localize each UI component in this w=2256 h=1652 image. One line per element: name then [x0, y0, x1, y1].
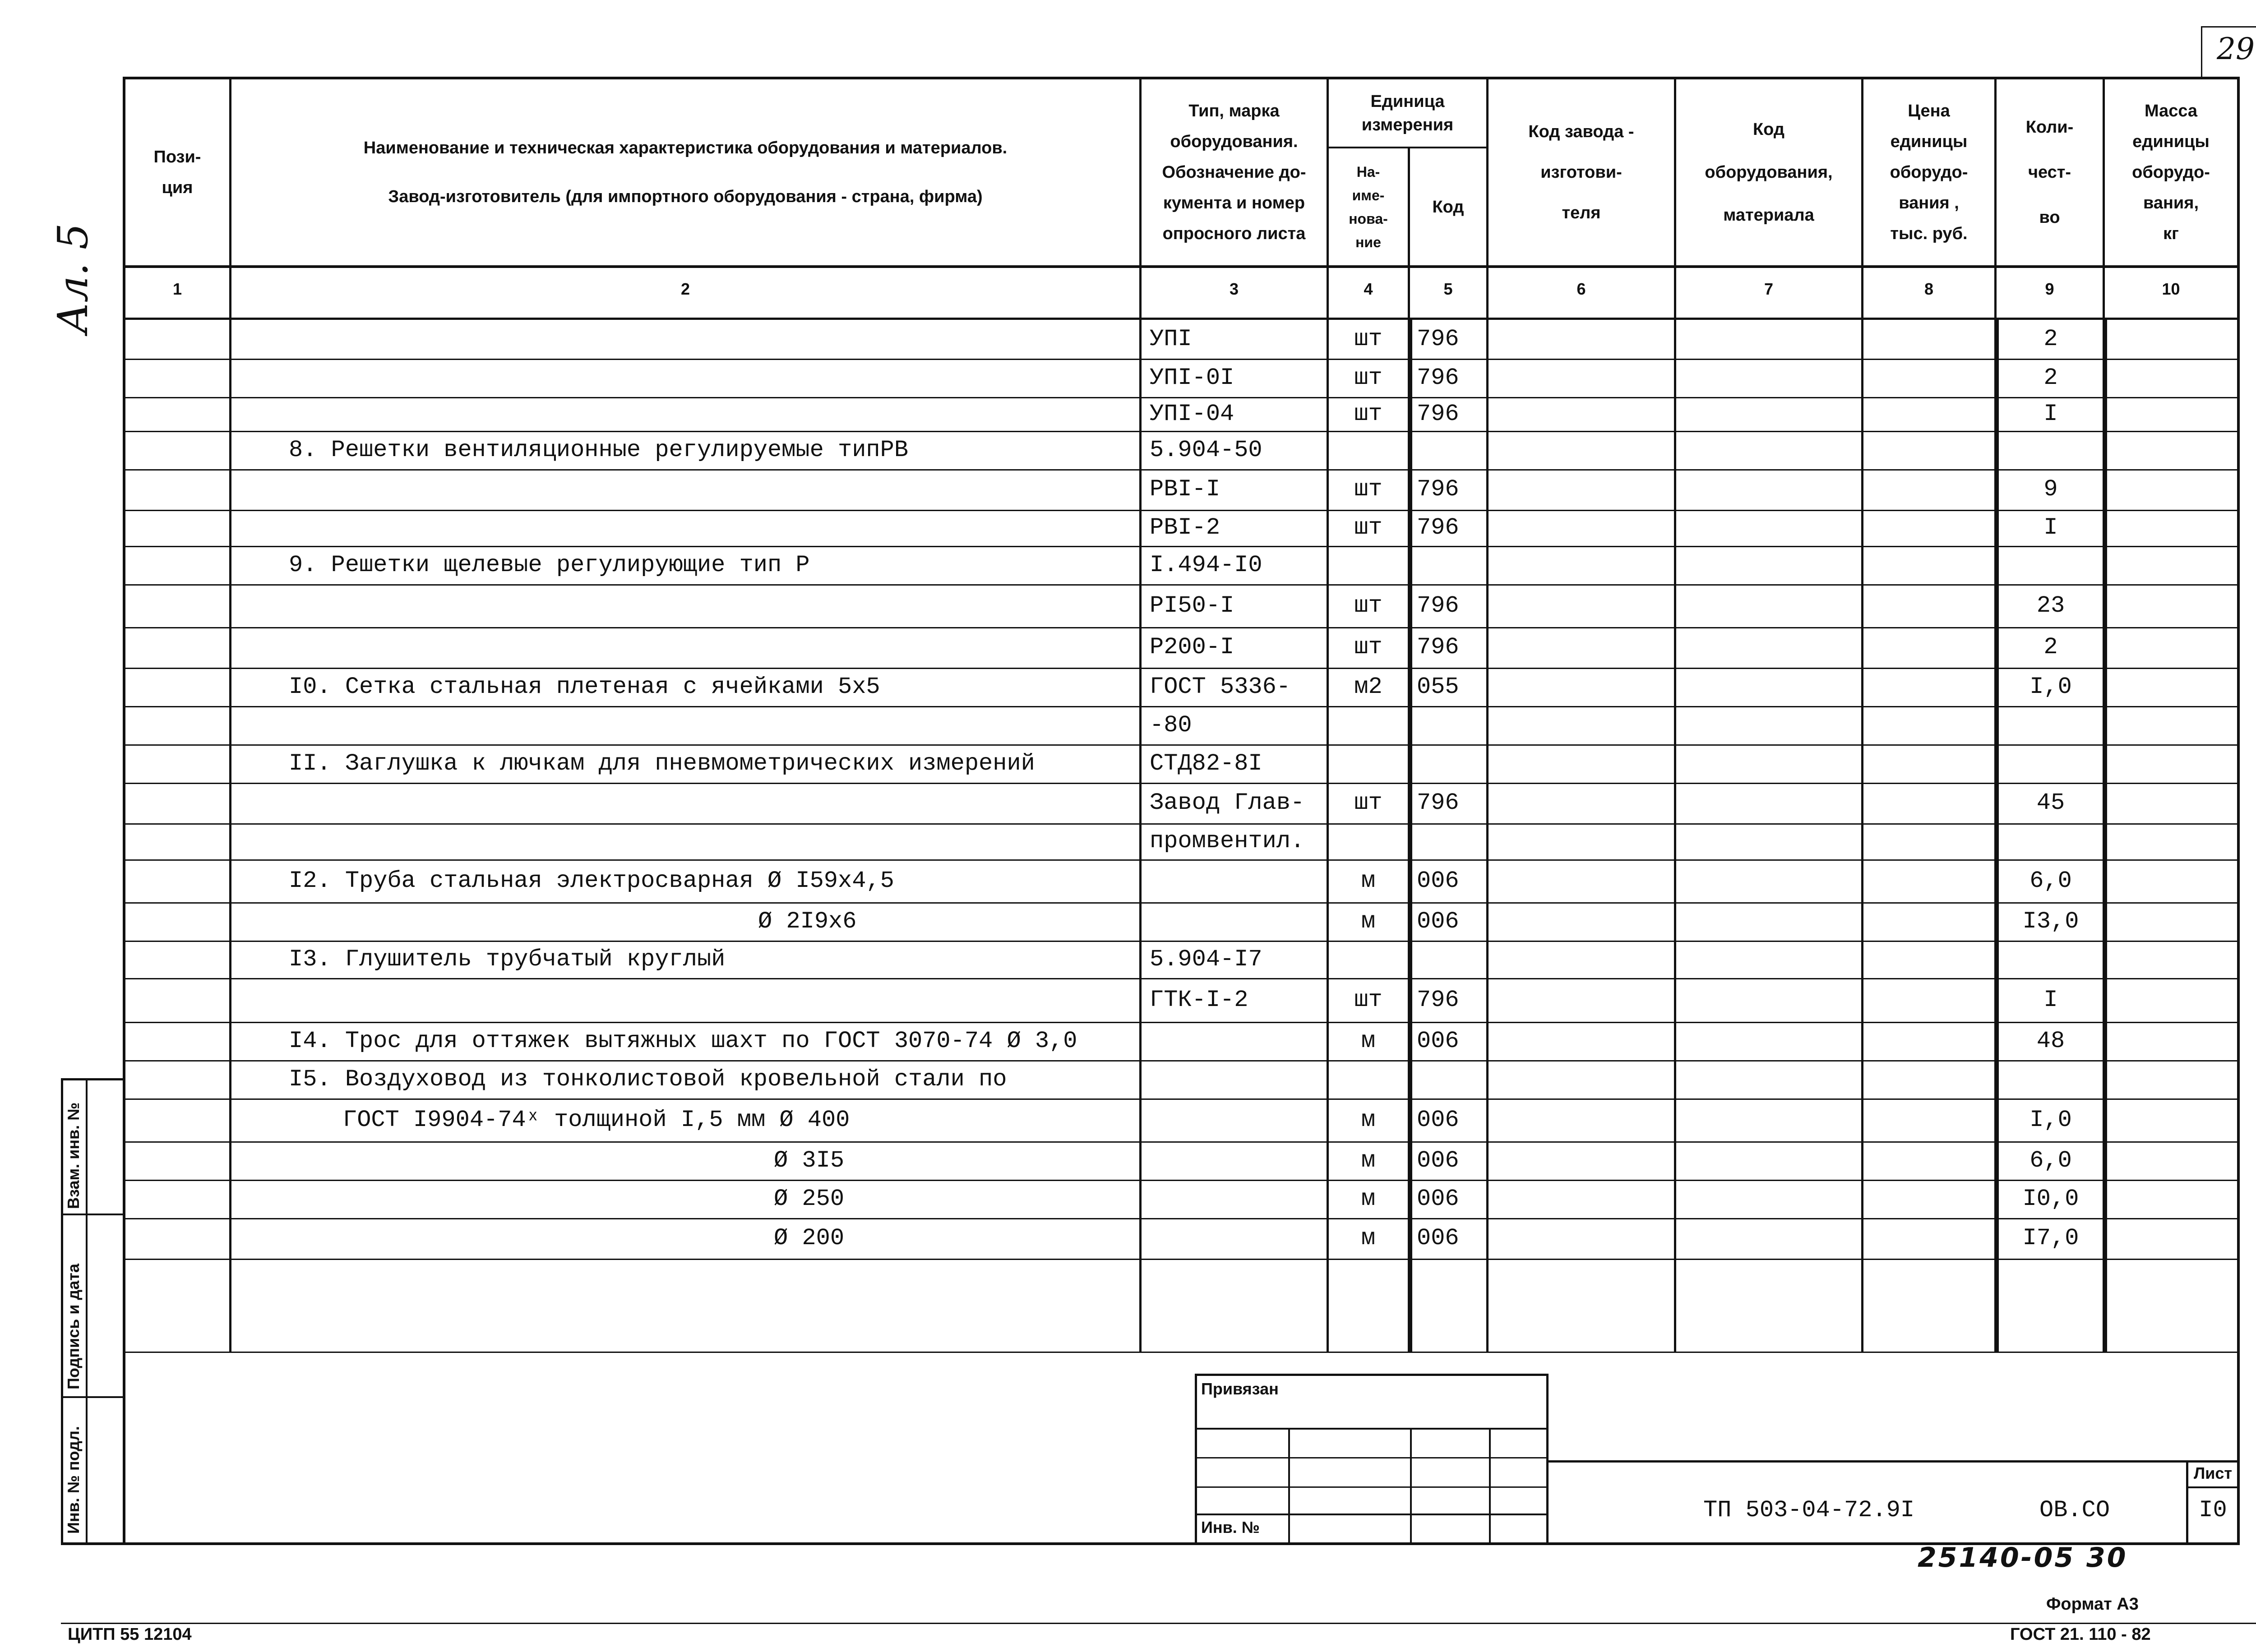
row-qty: I: [2043, 400, 2058, 427]
row-code: 055: [1417, 673, 1459, 700]
row-type: РВI-I: [1150, 476, 1220, 503]
row-qty: 23: [2036, 592, 2065, 619]
row-qty: 45: [2036, 789, 2065, 816]
col-number: 3: [1229, 280, 1239, 298]
header-unit-group: Единица измерения: [1361, 92, 1454, 134]
row-unit: шт: [1354, 592, 1382, 619]
row-unit: шт: [1354, 326, 1382, 352]
footer-left: ЦИТП 55 12104: [68, 1625, 192, 1644]
row-unit: шт: [1354, 400, 1382, 427]
row-unit: м: [1361, 867, 1376, 894]
row-code: 006: [1417, 1027, 1459, 1054]
row-qty: I0,0: [2022, 1185, 2079, 1212]
col-number: 8: [1924, 280, 1934, 298]
row-unit: м: [1361, 1225, 1376, 1251]
row-code: 796: [1417, 514, 1459, 541]
row-code: 796: [1417, 789, 1459, 816]
row-unit: м2: [1354, 673, 1382, 700]
row-name: Ø 250: [774, 1185, 845, 1212]
row-unit: м: [1361, 1147, 1376, 1174]
header-name-line2: Завод-изготовитель (для импортного оборудования - страна, фирма): [388, 187, 983, 206]
row-qty: I,0: [2029, 1106, 2072, 1133]
row-unit: шт: [1354, 476, 1382, 503]
row-qty: 2: [2043, 634, 2058, 660]
row-name: I3. Глушитель трубчатый круглый: [289, 946, 726, 973]
col-number: 4: [1364, 280, 1373, 298]
row-type: ГОСТ 5336-: [1150, 673, 1291, 700]
frame-right: [2237, 77, 2240, 1545]
row-unit: шт: [1354, 634, 1382, 660]
header-type: Тип, марка оборудования. Обозначение до- кумента и номер опросного листа: [1162, 102, 1306, 243]
row-code: 796: [1417, 400, 1459, 427]
header-factory-code: Код завода - изготови- теля: [1528, 122, 1634, 222]
row-type: УПI-04: [1150, 400, 1234, 427]
row-name: ГОСТ I9904-74ˣ толщиной I,5 мм Ø 400: [343, 1106, 850, 1133]
row-code: 796: [1417, 986, 1459, 1013]
row-type: промвентил.: [1150, 828, 1305, 854]
sheet-corner-number: 29: [2217, 32, 2255, 66]
stamp-sheet-label: Лист: [2193, 1464, 2233, 1482]
row-type: УПI-0I: [1150, 364, 1234, 391]
stamp-inv-no: Инв. №: [1201, 1518, 1260, 1537]
row-unit: м: [1361, 1106, 1376, 1133]
stamp-doc-code: ТП 503-04-72.9I: [1703, 1497, 1915, 1523]
stamp-doc-suffix: ОВ.СО: [2039, 1497, 2110, 1523]
row-type: ГТК-I-2: [1150, 986, 1248, 1013]
frame-bottom: [61, 1542, 2240, 1545]
row-code: 006: [1417, 1147, 1459, 1174]
row-unit: шт: [1354, 514, 1382, 541]
row-type: Р200-I: [1150, 634, 1234, 660]
header-mass: Масса единицы оборудо- вания, кг: [2132, 102, 2210, 243]
row-name: I5. Воздуховод из тонколистовой кровельной стали по: [289, 1066, 1007, 1093]
row-type: -80: [1150, 711, 1192, 738]
row-unit: м: [1361, 1185, 1376, 1212]
row-unit: шт: [1354, 789, 1382, 816]
row-code: 796: [1417, 326, 1459, 352]
col-number: 2: [680, 280, 690, 298]
row-code: 796: [1417, 592, 1459, 619]
row-unit: шт: [1354, 986, 1382, 1013]
row-code: 006: [1417, 1185, 1459, 1212]
row-code: 006: [1417, 1106, 1459, 1133]
row-qty: 2: [2043, 364, 2058, 391]
row-qty: I: [2043, 986, 2058, 1013]
col-number: 1: [172, 280, 182, 298]
row-name: II. Заглушка к лючкам для пневмометрических измерений: [289, 750, 1035, 777]
side-label: Ал. 5: [49, 223, 97, 334]
strip-inv-podl: Инв. № подл.: [64, 1426, 83, 1534]
row-qty: 2: [2043, 326, 2058, 352]
stamp-privyazan: Привязан: [1201, 1380, 1279, 1398]
gost-label: ГОСТ 21. 110 - 82: [2010, 1625, 2151, 1644]
row-code: 006: [1417, 1225, 1459, 1251]
page-border-bottom: [61, 1623, 2256, 1624]
row-type: I.494-I0: [1150, 551, 1262, 578]
row-name: Ø 3I5: [774, 1147, 845, 1174]
header-unit-name: На- име- нова- ние: [1349, 163, 1388, 250]
header-name-line1: Наименование и техническая характеристика оборудования и материалов.: [363, 138, 1008, 157]
header-equipment-code: Код оборудования, материала: [1705, 120, 1833, 225]
row-qty: 6,0: [2029, 1147, 2072, 1174]
row-type: РВI-2: [1150, 514, 1220, 541]
row-qty: 48: [2036, 1027, 2065, 1054]
row-type: 5.904-I7: [1150, 946, 1262, 973]
row-code: 006: [1417, 867, 1459, 894]
strip-vzam-inv: Взам. инв. №: [64, 1102, 83, 1209]
header-unit-code: Код: [1432, 197, 1464, 217]
row-name: 8. Решетки вентиляционные регулируемые типРВ: [289, 436, 909, 463]
row-qty: 9: [2043, 476, 2058, 503]
row-qty: I: [2043, 514, 2058, 541]
row-unit: шт: [1354, 364, 1382, 391]
header-position: Пози- ция: [153, 148, 201, 197]
row-type: УПI: [1150, 326, 1192, 352]
header-name: [231, 79, 1139, 265]
row-name: I2. Труба стальная электросварная Ø I59х4,5: [289, 867, 894, 894]
row-type: РI50-I: [1150, 592, 1234, 619]
row-unit: м: [1361, 908, 1376, 935]
row-name: I4. Трос для оттяжек вытяжных шахт по ГОСТ 3070-74 Ø 3,0: [289, 1027, 1077, 1054]
row-name: I0. Сетка стальная плетеная с ячейками 5х5: [289, 673, 880, 700]
col-number: 5: [1443, 280, 1453, 298]
col-number: 10: [2162, 280, 2180, 298]
row-type: Завод Глав-: [1150, 789, 1305, 816]
row-qty: I7,0: [2022, 1225, 2079, 1251]
stamp-sheet-value: I0: [2199, 1497, 2227, 1523]
row-qty: I3,0: [2022, 908, 2079, 935]
row-code: 006: [1417, 908, 1459, 935]
header-unit-price: Цена единицы оборудо- вания , тыс. руб.: [1890, 102, 1968, 243]
row-name: 9. Решетки щелевые регулирующие тип Р: [289, 551, 810, 578]
row-type: 5.904-50: [1150, 436, 1262, 463]
col-number: 9: [2045, 280, 2054, 298]
strip-signature-date: Подпись и дата: [64, 1264, 83, 1389]
header-quantity: Коли- чест- во: [2025, 118, 2074, 227]
row-code: 796: [1417, 634, 1459, 660]
row-qty: 6,0: [2029, 867, 2072, 894]
row-type: СТД82-8I: [1150, 750, 1262, 777]
row-unit: м: [1361, 1027, 1376, 1054]
row-name: Ø 200: [774, 1225, 845, 1251]
row-qty: I,0: [2029, 673, 2072, 700]
row-code: 796: [1417, 476, 1459, 503]
row-name: Ø 2I9х6: [758, 908, 857, 935]
col-number: 6: [1576, 280, 1586, 298]
format-label: Формат А3: [2046, 1595, 2139, 1614]
archive-number: 25140-05 30: [1918, 1542, 2128, 1574]
col-number: 7: [1764, 280, 1774, 298]
row-code: 796: [1417, 364, 1459, 391]
